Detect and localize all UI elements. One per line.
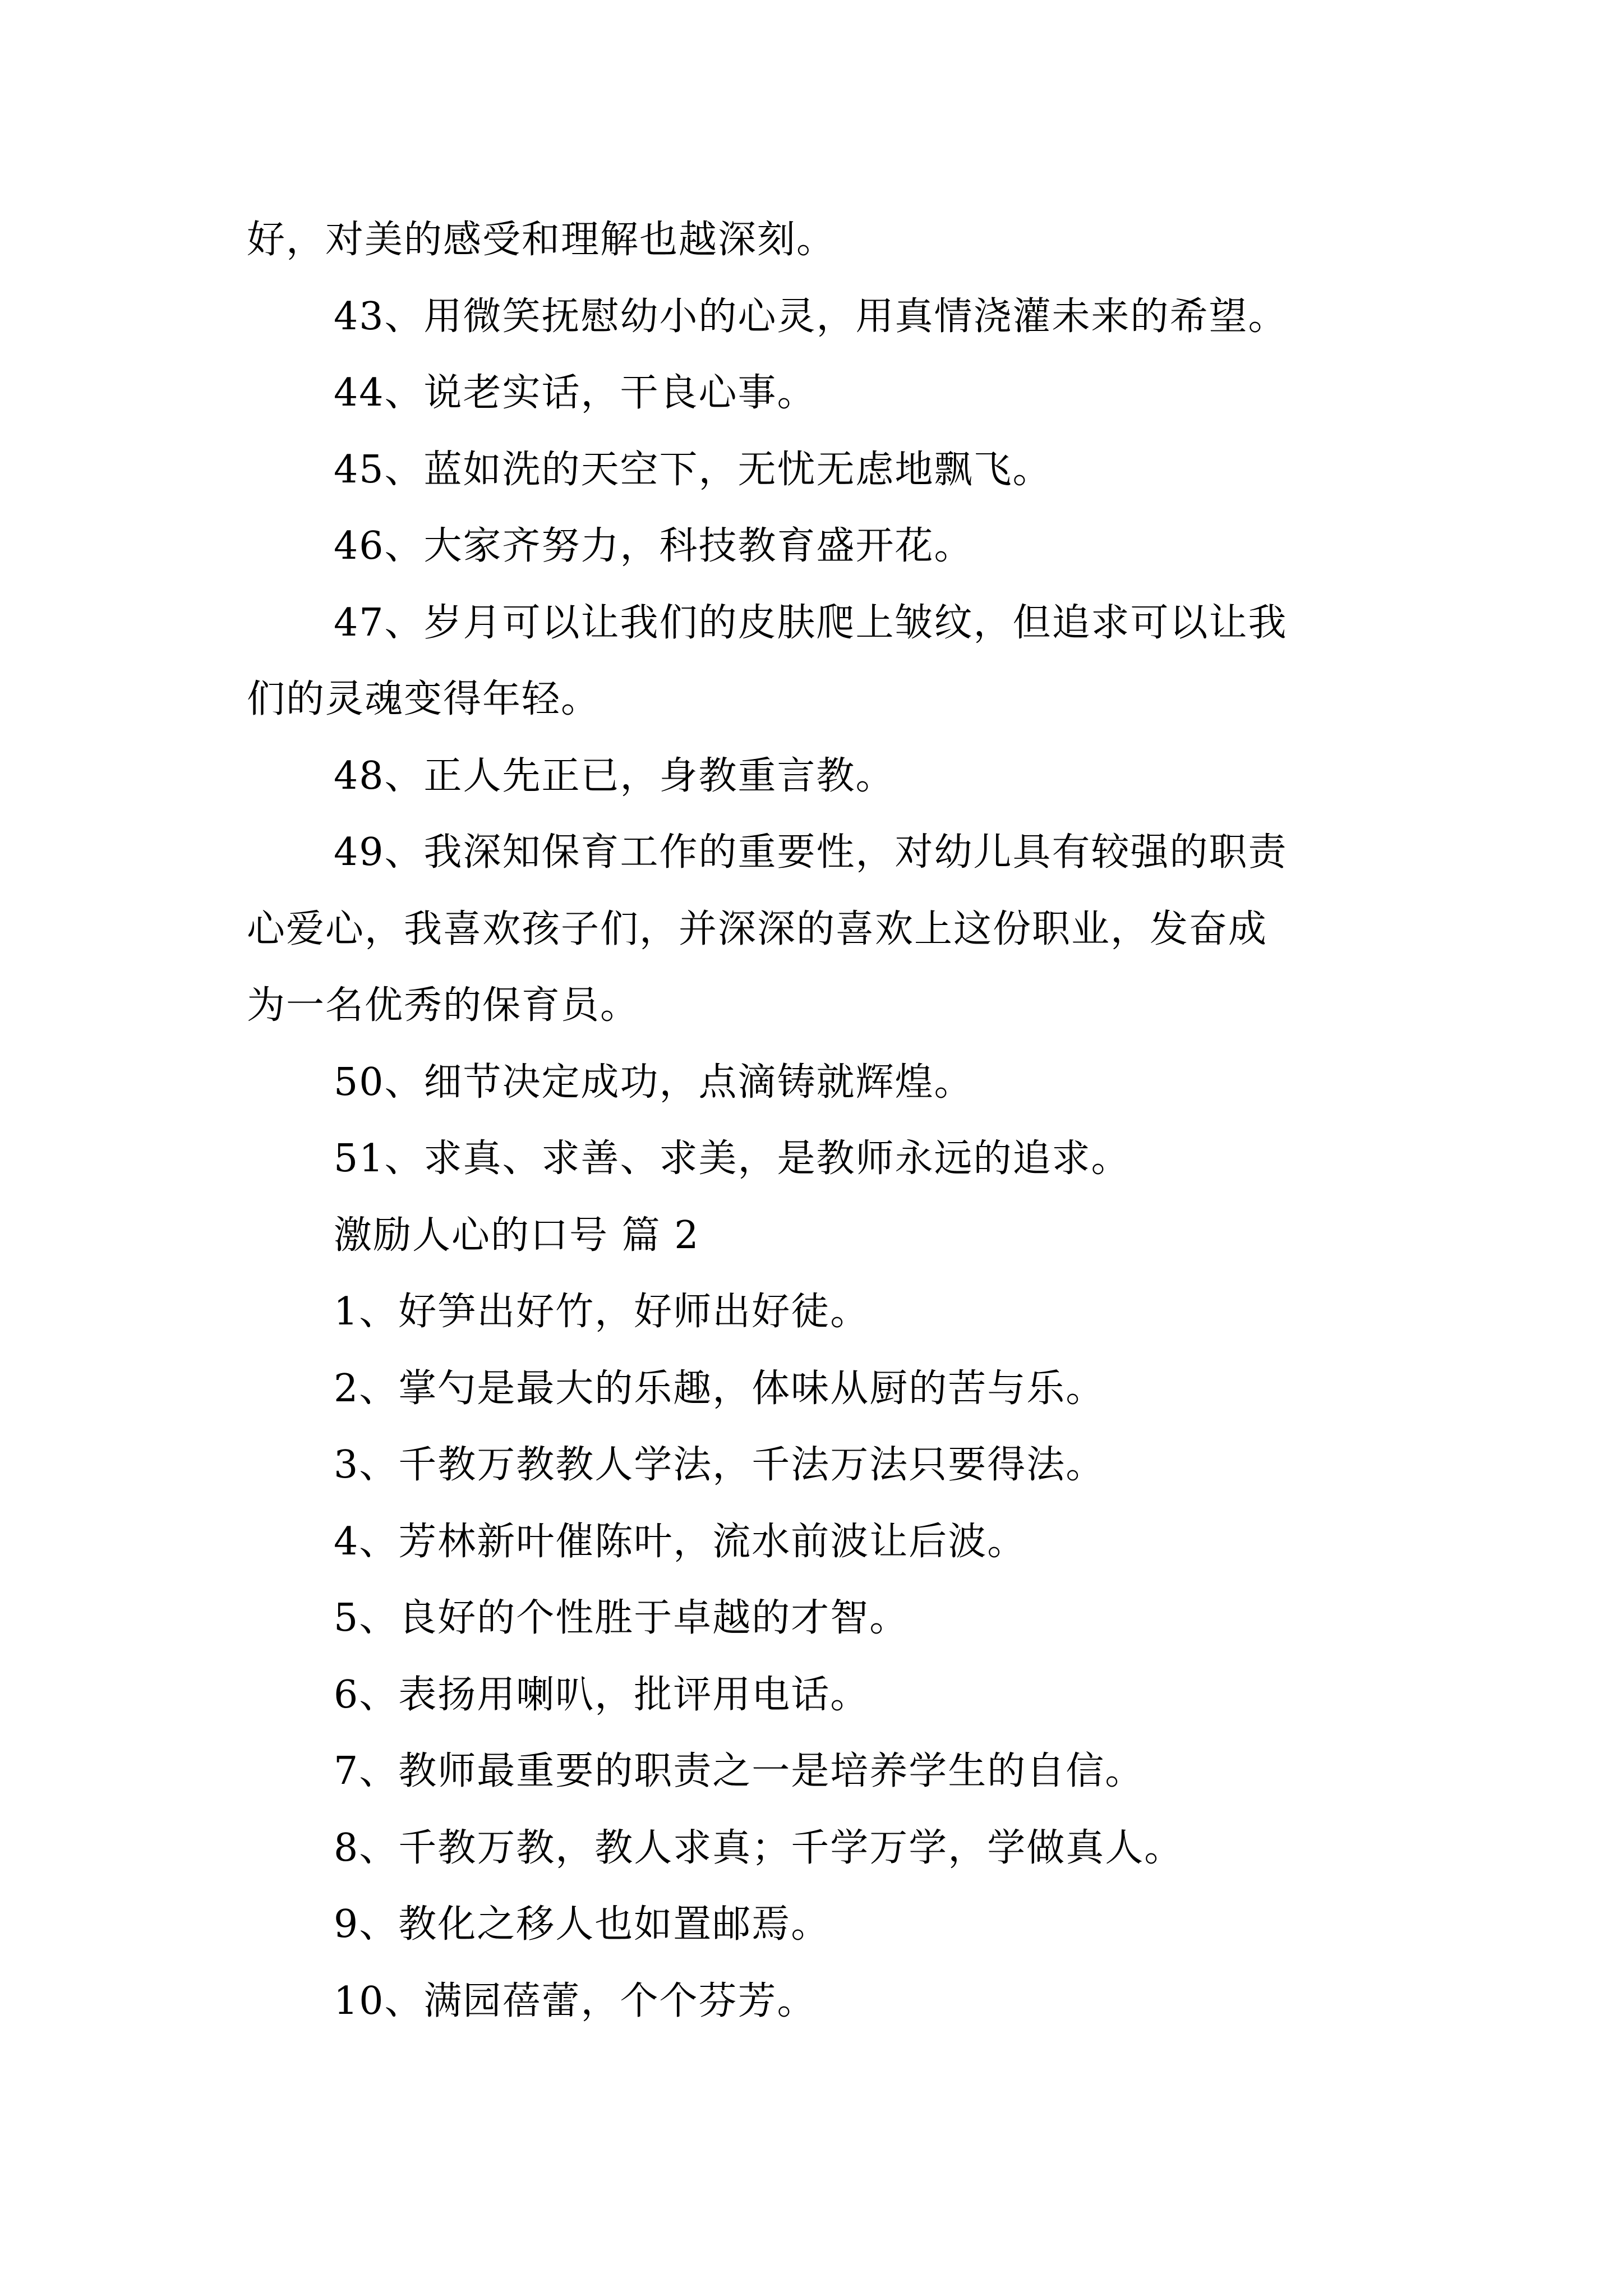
text-line: 6、表扬用喇叭，批评用电话。 — [334, 1672, 870, 1717]
text-line: 7、教师最重要的职责之一是培养学生的自信。 — [334, 1749, 1145, 1793]
text-line: 45、蓝如洗的天空下，无忧无虑地飘飞。 — [334, 447, 1052, 492]
text-line: 51、求真、求善、求美，是教师永远的追求。 — [334, 1137, 1131, 1181]
text-line: 2、掌勺是最大的乐趣，体味从厨的苦与乐。 — [334, 1366, 1105, 1411]
text-line: 47、岁月可以让我们的皮肤爬上皱纹，但追求可以让我 — [334, 600, 1288, 645]
text-line: 49、我深知保育工作的重要性，对幼儿具有较强的职责 — [334, 830, 1288, 875]
section-heading: 激励人心的口号 篇 2 — [334, 1213, 700, 1258]
text-line: 1、好笋出好竹，好师出好徒。 — [334, 1290, 870, 1334]
text-line: 为一名优秀的保育员。 — [247, 983, 640, 1028]
text-line: 43、用微笑抚慰幼小的心灵，用真情浇灌未来的希望。 — [334, 294, 1288, 339]
text-line: 8、千教万教，教人求真；千学万学，学做真人。 — [334, 1825, 1184, 1870]
text-line: 48、正人先正已，身教重言教。 — [334, 753, 895, 798]
text-line: 9、教化之移人也如置邮焉。 — [334, 1902, 831, 1947]
text-line: 心爱心，我喜欢孩子们，并深深的喜欢上这份职业，发奋成 — [247, 907, 1268, 951]
text-line: 3、千教万教教人学法，千法万法只要得法。 — [334, 1443, 1105, 1487]
document-body — [247, 202, 1396, 2040]
text-line: 好，对美的感受和理解也越深刻。 — [247, 218, 836, 262]
text-line: 4、芳林新叶催陈叶，流水前波让后波。 — [334, 1519, 1027, 1564]
text-line: 5、良好的个性胜于卓越的才智。 — [334, 1596, 909, 1640]
text-line: 10、满园蓓蕾，个个芬芳。 — [334, 1978, 817, 2023]
text-line: 44、说老实话，干良心事。 — [334, 371, 817, 415]
text-line: 们的灵魂变得年轻。 — [247, 677, 601, 721]
text-line: 46、大家齐努力，科技教育盛开花。 — [334, 524, 974, 568]
text-line: 50、细节决定成功，点滴铸就辉煌。 — [334, 1060, 974, 1105]
